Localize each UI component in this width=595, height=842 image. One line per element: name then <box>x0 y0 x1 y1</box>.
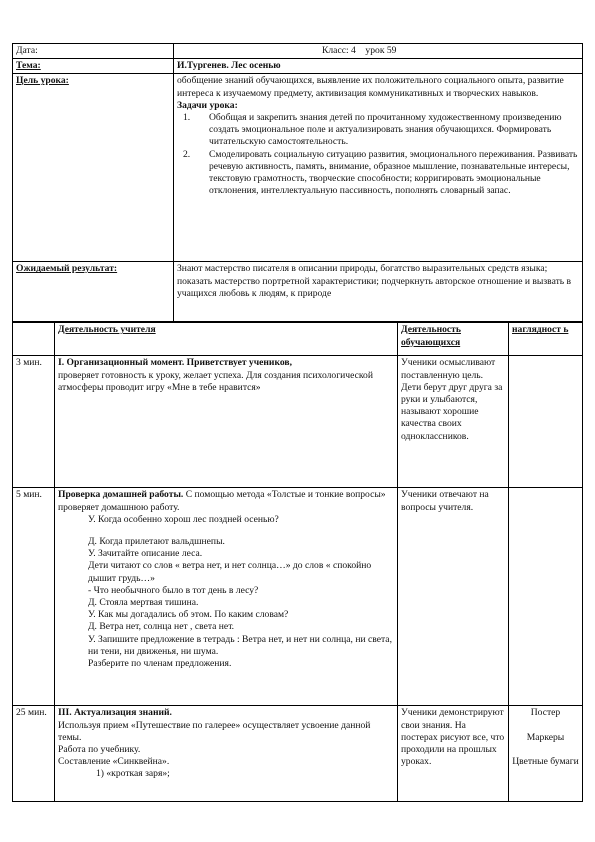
stage-line: Работа по учебнику. <box>58 744 141 756</box>
students-header-cell <box>398 323 509 356</box>
stage-line: Составление «Синквейна». <box>58 756 170 768</box>
dialog-line: Дети читают со слов « ветра нет, и нет солнца…» до слов « спокойно дышит грудь…» <box>88 560 372 584</box>
goal-content-cell <box>174 74 583 262</box>
goal-label: Цель урока: <box>16 75 69 87</box>
topic-value-cell <box>174 59 583 74</box>
result-label: Ожидаемый результат: <box>16 263 118 275</box>
teacher-column-header: Деятельность учителя <box>58 324 156 336</box>
header-table <box>12 43 583 322</box>
stage-intro <box>58 489 394 513</box>
students-column-header: Деятельность обучающихся <box>401 324 461 348</box>
time-header-cell <box>13 323 55 356</box>
dialog-line: У. Запишите предложение в тетрадь : Ветра нет, и нет ни солнца, ни света, ни тени, ни движенья, ни шума. <box>88 633 392 657</box>
dialog-line: У. Как мы догадались об этом. По каким словам? <box>88 609 289 621</box>
visual-item: Маркеры <box>526 731 565 743</box>
stage-heading: III. Актуализация знаний. <box>58 707 172 719</box>
topic-value: И.Тургенев. Лес осенью <box>177 60 281 72</box>
students-activity-text: Ученики отвечают на вопросы учителя. <box>401 489 489 513</box>
students-activity-cell <box>398 356 509 488</box>
visual-cell <box>509 488 583 706</box>
goal-label-cell <box>13 74 174 262</box>
teacher-activity-cell <box>55 356 398 488</box>
time-value: 5 мин. <box>16 489 42 501</box>
table-row <box>13 488 583 706</box>
result-text: Знают мастерство писателя в описании природы, богатство выразительных средств языка; показать мастерство портретной характеристики; подчеркнуть авторское отношение и вызвать в учащихся любовь к людям, к природе <box>177 263 572 299</box>
students-activity-cell <box>398 706 509 802</box>
visual-header-cell <box>509 323 583 356</box>
task-text: Смоделировать социальную ситуацию развития, эмоционального переживания. Развивать речевую активность, память, внимание, образное мышление, познавательные интересы, текстовую грамотность, творческие способности; корригировать эмоциональные отклонения, интеллектуальную пассивность, пополнять словарный запас. <box>209 148 578 197</box>
dialog-line: - Что необычного было в тот день в лесу? <box>88 584 259 596</box>
visual-column-header: наглядност ь <box>512 324 569 336</box>
activity-table <box>12 322 583 802</box>
visual-item: Постер <box>530 707 561 719</box>
stage-line: Используя прием «Путешествие по галерее» осуществляет усвоение данной темы. <box>58 719 371 743</box>
dialog-line: Разберите по членам предложения. <box>88 658 232 670</box>
dialog-line: Д. Ветра нет, солнца нет , света нет. <box>88 621 235 633</box>
teacher-activity-cell <box>55 706 398 802</box>
dialog-line: У. Зачитайте описание леса. <box>88 548 203 560</box>
teacher-activity-cell <box>55 488 398 706</box>
stage-heading-rest: С помощью метода «Толстые и тонкие вопросы» проверяет домашнюю работу. <box>58 489 386 513</box>
time-value: 25 мин. <box>16 707 47 719</box>
visual-cell <box>509 706 583 802</box>
topic-label: Тема: <box>16 60 41 72</box>
date-cell <box>13 44 174 59</box>
lesson-label: урок 59 <box>365 45 397 56</box>
dialog-line: Д. Стояла мертвая тишина. <box>88 597 199 609</box>
task-text: Обобщая и закрепить знания детей по прочитанному художественному произведению создать эмоциональное поле и актуализировать знания обучающихся. Формировать читательскую самостоятельность. <box>209 112 562 148</box>
students-activity-text: Ученики осмысливают поставленную цель. Дети берут друг друга за руки и улыбаются, называют хорошие качества своих одноклассников. <box>401 357 503 442</box>
visual-cell <box>509 356 583 488</box>
teacher-header-cell <box>55 323 398 356</box>
class-cell <box>174 44 583 59</box>
task-number: 1. <box>183 112 191 124</box>
table-row <box>13 356 583 488</box>
task-item <box>177 149 579 198</box>
topic-label-cell <box>13 59 174 74</box>
date-label: Дата: <box>16 45 38 56</box>
result-content-cell <box>174 262 583 322</box>
goal-text: обобщение знаний обучающихся, выявление их положительного социального опыта, развитие интереса к изучаемому предмету, активизация коммуникативных и творческих навыков. <box>177 75 564 99</box>
visual-item: Цветные бумаги <box>512 755 579 767</box>
task-number: 2. <box>183 148 191 160</box>
time-value: 3 мин. <box>16 357 42 369</box>
class-label: Класс: 4 <box>322 45 356 56</box>
stage-heading: I. Организационный момент. Приветствует учеников, <box>58 357 292 369</box>
lesson-plan-document <box>12 43 583 802</box>
time-cell <box>13 706 55 802</box>
students-activity-text: Ученики демонстрируют свои знания. На постерах рисуют все, что проходили на прошлых уроках. <box>401 707 505 768</box>
table-row <box>13 706 583 802</box>
tasks-title: Задачи урока: <box>177 99 238 111</box>
time-cell <box>13 356 55 488</box>
students-activity-cell <box>398 488 509 706</box>
dialog-line: Д. Когда прилетают вальдшнепы. <box>88 536 225 548</box>
time-cell <box>13 488 55 706</box>
dialog-line: У. Когда особенно хорош лес поздней осенью? <box>88 513 279 525</box>
task-item <box>177 112 579 149</box>
stage-heading: Проверка домашней работы. <box>58 489 184 501</box>
stage-line: 1) «кроткая заря»; <box>96 768 170 780</box>
stage-text: проверяет готовность к уроку, желает успеха. Для создания психологической атмосферы проводит игру «Мне в тебе нравится» <box>58 369 373 393</box>
result-label-cell <box>13 262 174 322</box>
